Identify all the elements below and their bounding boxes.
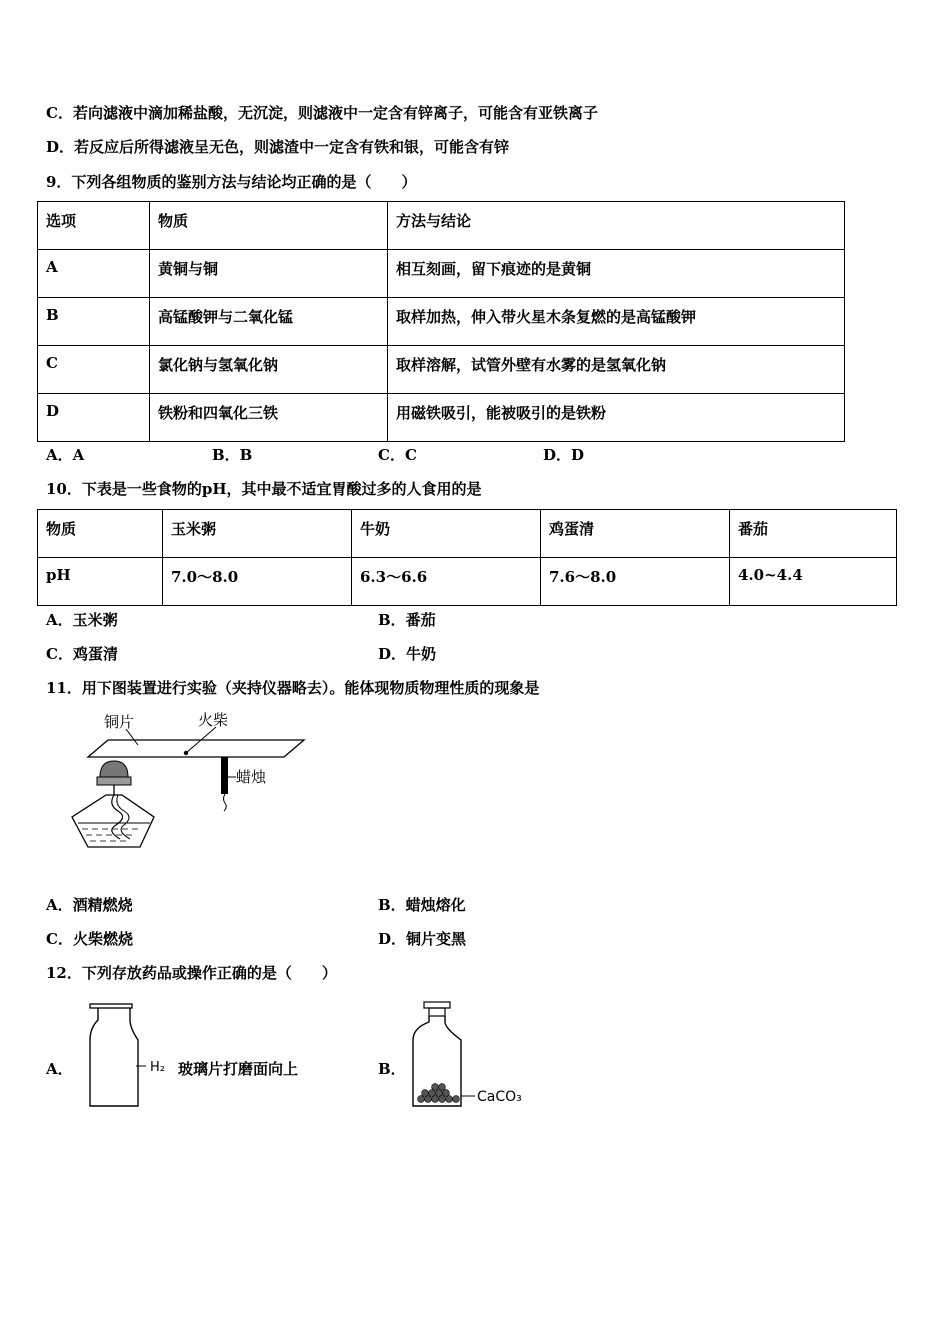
- q9-stem: 9．下列各组物质的鉴别方法与结论均正确的是（ ）: [46, 173, 417, 191]
- table-cell: 氯化钠与氢氧化钠: [150, 346, 388, 394]
- alcohol-lamp: [72, 795, 154, 847]
- q10-option-d: D．牛奶: [378, 645, 437, 663]
- q11-option-d: D．铜片变黑: [378, 930, 467, 948]
- table-cell: 4.0~4.4: [730, 558, 897, 606]
- table-cell: B: [38, 298, 150, 346]
- table-header-cell: 物质: [38, 510, 163, 558]
- table-cell: 铁粉和四氧化三铁: [150, 394, 388, 442]
- table-header-cell: 番茄: [730, 510, 897, 558]
- table-cell: A: [38, 250, 150, 298]
- q9-table: [37, 201, 845, 442]
- match-head: [184, 751, 188, 755]
- label-candle: 蜡烛: [236, 768, 267, 786]
- caco3-label: CaCO₃: [477, 1089, 522, 1105]
- table-cell: C: [38, 346, 150, 394]
- q8-option-c: C．若向滤液中滴加稀盐酸，无沉淀，则滤液中一定含有锌离子，可能含有亚铁离子: [46, 104, 598, 122]
- stopper: [424, 1002, 450, 1008]
- q10-stem: 10．下表是一些食物的pH，其中最不适宜胃酸过多的人食用的是: [46, 480, 482, 498]
- table-cell: 7.0～8.0: [163, 558, 352, 606]
- table-cell: 取样溶解，试管外壁有水雾的是氢氧化钠: [388, 346, 845, 394]
- gas-label: H₂: [150, 1060, 165, 1075]
- table-header-cell: 玉米粥: [163, 510, 352, 558]
- table-cell: D: [38, 394, 150, 442]
- q10-table: [37, 509, 897, 606]
- table-header-row: [38, 202, 845, 250]
- q9-option-a: A．A: [46, 446, 85, 464]
- q9-option-d: D．D: [543, 446, 585, 464]
- q9-option-b: B．B: [212, 446, 253, 464]
- q9-option-c: C．C: [378, 446, 417, 464]
- glass-slide: [90, 1004, 132, 1008]
- table-header-cell: 方法与结论: [388, 202, 845, 250]
- flame: [100, 761, 128, 777]
- table-row: [38, 346, 845, 394]
- table-cell: 7.6～8.0: [541, 558, 730, 606]
- table-cell: 相互刻画，留下痕迹的是黄铜: [388, 250, 845, 298]
- table-row: [38, 558, 897, 606]
- q10-option-c: C．鸡蛋清: [46, 645, 118, 663]
- q10-option-a: A．玉米粥: [46, 611, 118, 629]
- q10-option-b: B．番茄: [378, 611, 436, 629]
- table-header-cell: 物质: [150, 202, 388, 250]
- candle: [221, 757, 228, 794]
- table-cell: 黄铜与铜: [150, 250, 388, 298]
- q11-option-b: B．蜡烛熔化: [378, 896, 466, 914]
- q11-option-a: A．酒精燃烧: [46, 896, 133, 914]
- q12-option-a-text: 玻璃片打磨面向上: [178, 1060, 299, 1078]
- q11-stem: 11．用下图装置进行实验（夹持仪器略去）。能体现物质物理性质的现象是: [46, 679, 540, 697]
- label-copper-plate: 铜片: [104, 713, 135, 731]
- table-row: [38, 298, 845, 346]
- gas-bottle-figure: [80, 1000, 180, 1110]
- q12-stem: 12．下列存放药品或操作正确的是（ ）: [46, 964, 337, 982]
- gas-bottle: [90, 1008, 138, 1106]
- q12-option-a-letter: A．: [46, 1060, 73, 1078]
- table-cell: 6.3～6.6: [352, 558, 541, 606]
- caco3-granules: [418, 1084, 460, 1103]
- q11-apparatus-figure: [60, 705, 320, 860]
- q8-option-d: D．若反应后所得滤液呈无色，则滤渣中一定含有铁和银，可能含有锌: [46, 138, 510, 156]
- table-header-cell: 选项: [38, 202, 150, 250]
- reagent-bottle-figure: [405, 998, 535, 1110]
- table-row: [38, 394, 845, 442]
- table-header-cell: 鸡蛋清: [541, 510, 730, 558]
- table-header-cell: 牛奶: [352, 510, 541, 558]
- q11-option-c: C．火柴燃烧: [46, 930, 133, 948]
- label-match: 火柴: [198, 711, 229, 729]
- table-row: [38, 250, 845, 298]
- table-cell: 用磁铁吸引，能被吸引的是铁粉: [388, 394, 845, 442]
- copper-plate: [88, 740, 304, 757]
- table-header-row: [38, 510, 897, 558]
- q12-option-b-letter: B．: [378, 1060, 406, 1078]
- table-cell: 高锰酸钾与二氧化锰: [150, 298, 388, 346]
- table-cell: 取样加热，伸入带火星木条复燃的是高锰酸钾: [388, 298, 845, 346]
- table-cell: pH: [38, 558, 163, 606]
